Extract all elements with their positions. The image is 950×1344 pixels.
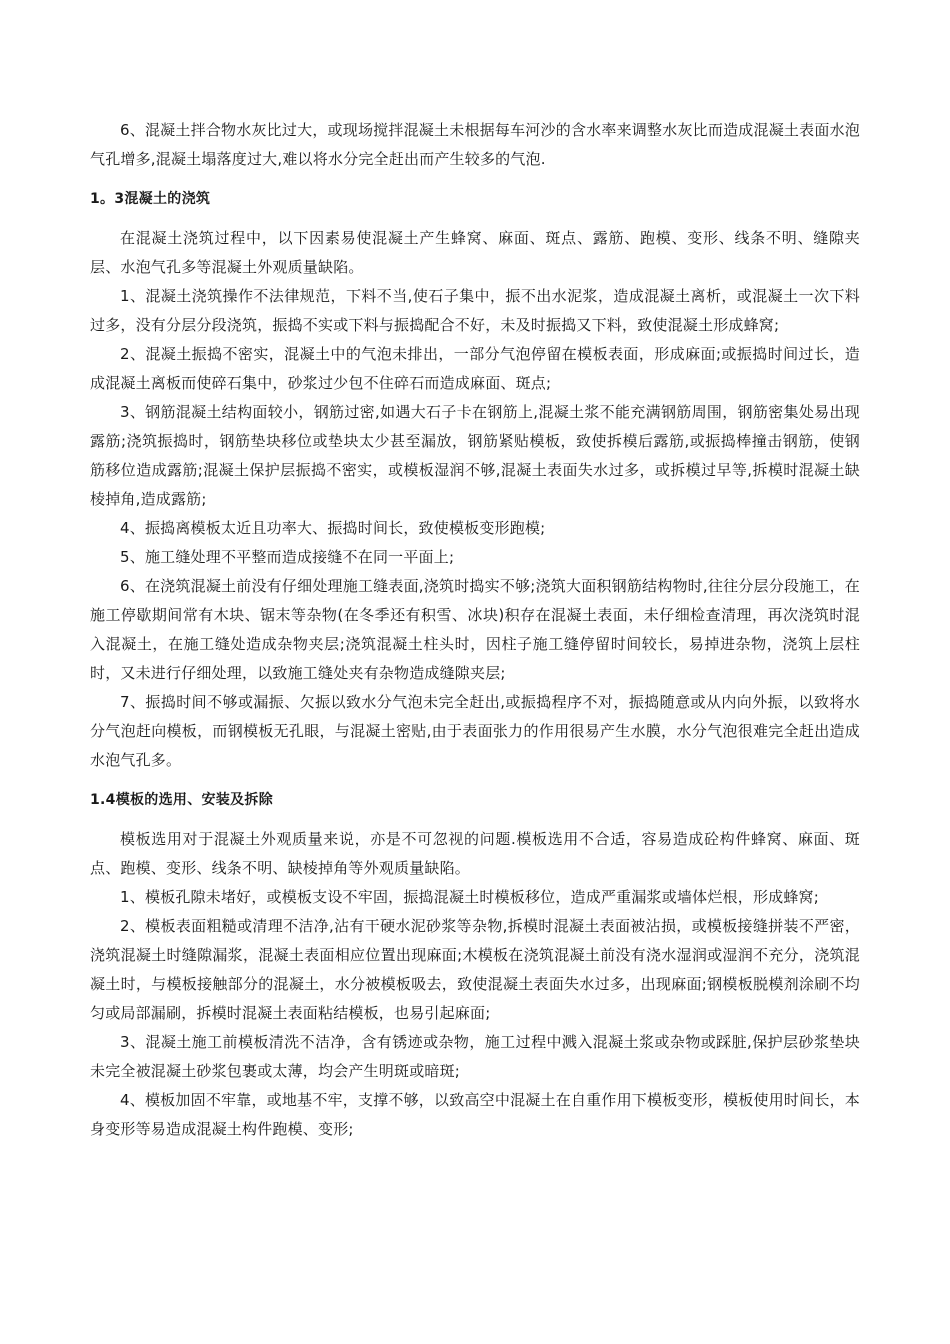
paragraph-8: 6、在浇筑混凝土前没有仔细处理施工缝表面,浇筑时捣实不够;浇筑大面积钢筋结构物时,往往分层分段施工，在施工停歇期间常有木块、锯末等杂物(在冬季还有积雪、冰块)积存在混凝土表面，未仔细检查清理，再次浇筑时混入混凝土，在施工缝处造成杂物夹层;浇筑混凝土柱头时，因柱子施工缝停留时间较长，易掉进杂物，浇筑上层柱时，又未进行仔细处理，以致施工缝处夹有杂物造成缝隙夹层; — [90, 577, 860, 682]
paragraph-2: 在混凝土浇筑过程中，以下因素易使混凝土产生蜂窝、麻面、斑点、露筋、跑模、变形、线条不明、缝隙夹层、水泡气孔多等混凝土外观质量缺陷。 — [90, 229, 860, 276]
spacer — [90, 174, 860, 188]
paragraph-11: 1、模板孔隙未堵好，或模板支设不牢固，振捣混凝土时模板移位，造成严重漏浆或墙体烂根，形成蜂窝; — [120, 888, 820, 906]
document-page — [90, 116, 860, 1144]
section-heading-1-4: 1.4模板的选用、安装及拆除 — [90, 792, 273, 808]
spacer — [90, 811, 860, 825]
paragraph-1: 6、混凝土拌合物水灰比过大，或现场搅拌混凝土未根据每车河沙的含水率来调整水灰比而造成混凝土表面水泡气孔增多,混凝土塌落度过大,难以将水分完全赶出而产生较多的气泡. — [90, 121, 860, 168]
spacer — [90, 775, 860, 789]
paragraph-14: 4、模板加固不牢靠，或地基不牢，支撑不够，以致高空中混凝土在自重作用下模板变形，模板使用时间长，本身变形等易造成混凝土构件跑模、变形; — [90, 1091, 860, 1138]
paragraph-3: 1、混凝土浇筑操作不法律规范，下料不当,使石子集中，振不出水泥浆，造成混凝土离析，或混凝土一次下料过多，没有分层分段浇筑，振捣不实或下料与振捣配合不好，未及时振捣又下料，致使混凝土形成蜂窝; — [90, 287, 860, 334]
paragraph-5: 3、钢筋混凝土结构面较小，钢筋过密,如遇大石子卡在钢筋上,混凝土浆不能充满钢筋周围，钢筋密集处易出现露筋;浇筑振捣时，钢筋垫块移位或垫块太少甚至漏放，钢筋紧贴模板，致使拆模后露筋,或振捣棒撞击钢筋，使钢筋移位造成露筋;混凝土保护层振捣不密实，或模板湿润不够,混凝土表面失水过多，或拆模过早等,拆模时混凝土缺棱掉角,造成露筋; — [90, 403, 860, 508]
paragraph-4: 2、混凝土振捣不密实，混凝土中的气泡未排出，一部分气泡停留在模板表面，形成麻面;或振捣时间过长，造成混凝土离板而使碎石集中，砂浆过少包不住碎石而造成麻面、斑点; — [90, 345, 860, 392]
paragraph-13: 3、混凝土施工前模板清洗不洁净，含有锈迹或杂物，施工过程中溅入混凝土浆或杂物或踩脏,保护层砂浆垫块未完全被混凝土砂浆包裹或太薄，均会产生明斑或暗斑; — [90, 1033, 860, 1080]
paragraph-12: 2、模板表面粗糙或清理不洁净,沾有干硬水泥砂浆等杂物,拆模时混凝土表面被沾损，或模板接缝拼装不严密，浇筑混凝土时缝隙漏浆，混凝土表面相应位置出现麻面;木模板在浇筑混凝土前没有浇水湿润或湿润不充分，浇筑混凝土时，与模板接触部分的混凝土，水分被模板吸去，致使混凝土表面失水过多，出现麻面;钢模板脱模剂涂刷不均匀或局部漏刷，拆模时混凝土表面粘结模板，也易引起麻面; — [90, 917, 860, 1022]
paragraph-9: 7、振捣时间不够或漏振、欠振以致水分气泡未完全赶出,或振捣程序不对，振捣随意或从内向外振，以致将水分气泡赶向模板，而钢模板无孔眼，与混凝土密贴,由于表面张力的作用很易产生水膜，水分气泡很难完全赶出造成水泡气孔多。 — [90, 693, 860, 769]
spacer — [90, 210, 860, 224]
paragraph-7: 5、施工缝处理不平整而造成接缝不在同一平面上; — [120, 548, 455, 566]
section-heading-1-3: 1。3混凝土的浇筑 — [90, 191, 211, 207]
paragraph-6: 4、振捣离模板太近且功率大、振捣时间长，致使模板变形跑模; — [120, 519, 546, 537]
paragraph-10: 模板选用对于混凝土外观质量来说，亦是不可忽视的问题.模板选用不合适，容易造成砼构件蜂窝、麻面、斑点、跑模、变形、线条不明、缺棱掉角等外观质量缺陷。 — [90, 830, 860, 877]
